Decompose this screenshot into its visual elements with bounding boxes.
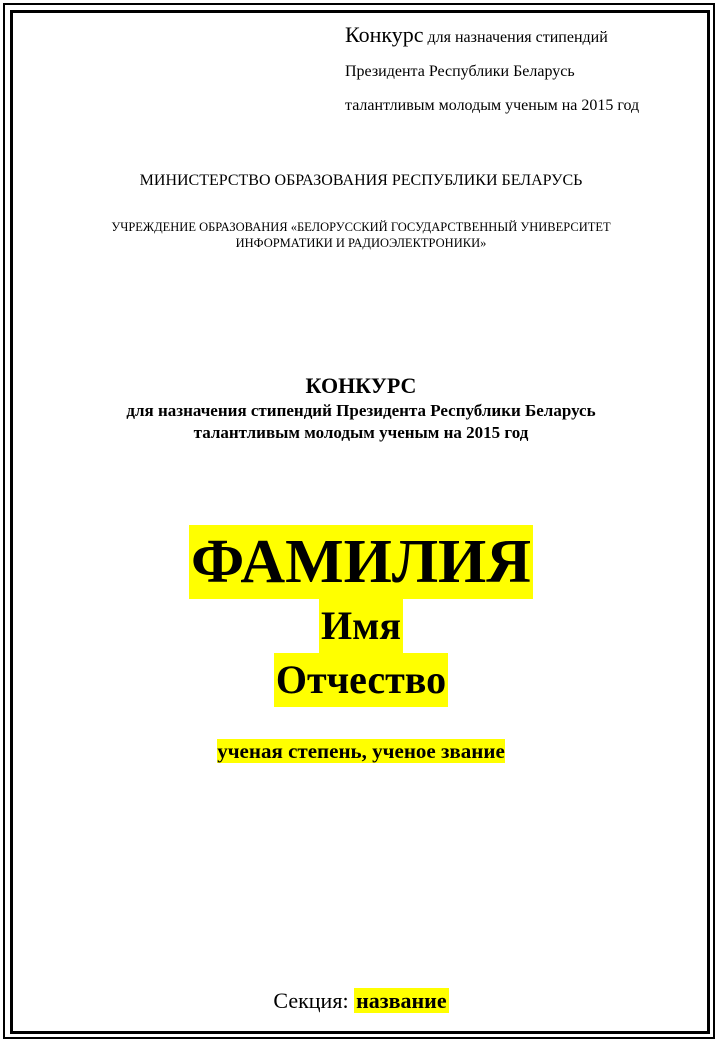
header-line-2: Президента Республики Беларусь (345, 63, 575, 80)
contest-line-1: для назначения стипендий Президента Республики Беларусь (126, 401, 596, 420)
section-label: Секция: (273, 988, 349, 1013)
institution-line-1: УЧРЕЖДЕНИЕ ОБРАЗОВАНИЯ «БЕЛОРУССКИЙ ГОСУДАРСТВЕННЫЙ УНИВЕРСИТЕТ (111, 220, 611, 234)
section-row (0, 985, 722, 1017)
page-border-inner (10, 10, 710, 1034)
contest-block (0, 372, 722, 444)
section-value: название (356, 988, 447, 1013)
institution-title (30, 219, 692, 251)
header-block (345, 18, 705, 123)
institution-line-2: ИНФОРМАТИКИ И РАДИОЭЛЕКТРОНИКИ» (235, 236, 487, 250)
degree-row (0, 736, 722, 766)
given-name-field: Имя (319, 599, 403, 653)
patronymic-field: Отчество (274, 653, 448, 707)
ministry-title: МИНИСТЕРСТВО ОБРАЗОВАНИЯ РЕСПУБЛИКИ БЕЛАРУСЬ (139, 172, 583, 189)
header-line-1-rest: для назначения стипендий (427, 29, 608, 46)
contest-title: КОНКУРС (305, 373, 417, 398)
degree-field: ученая степень, ученое звание (217, 739, 505, 763)
header-contest-word: Конкурс (345, 22, 424, 47)
contest-line-2: талантливым молодым ученым на 2015 год (193, 423, 529, 442)
person-name-block (0, 525, 722, 707)
header-line-1 (345, 18, 705, 55)
surname-field: ФАМИЛИЯ (189, 525, 533, 599)
header-line-3: талантливым молодым ученым на 2015 год (345, 97, 640, 114)
